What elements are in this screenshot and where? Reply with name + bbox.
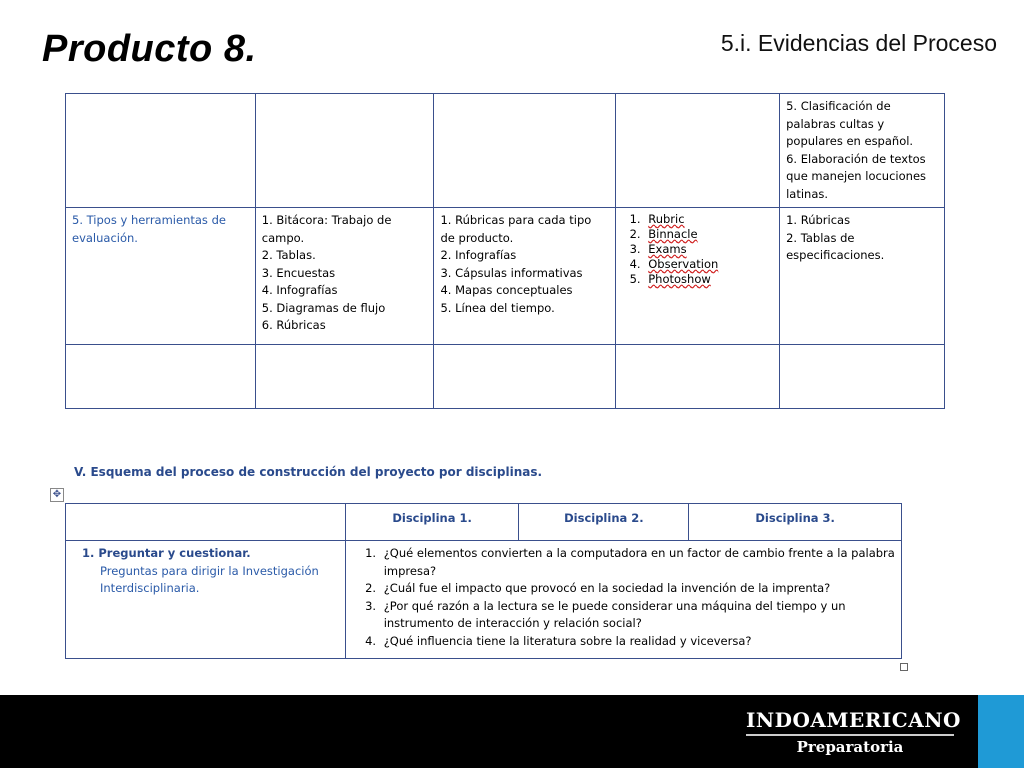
table-cell — [434, 94, 616, 208]
table-cell — [66, 541, 346, 659]
list-item: 1. ¿Qué elementos convierten a la computadora en un factor de cambio frente a la palabra impresa? — [380, 545, 895, 580]
table-cell — [434, 208, 616, 345]
table-row — [66, 208, 945, 345]
page-title: Producto 8. — [42, 28, 257, 70]
discipline-header: Disciplina 2. — [519, 504, 689, 541]
table-row — [66, 94, 945, 208]
list-item: 6. Rúbricas — [261, 318, 326, 332]
table-cell — [780, 345, 945, 409]
list-item: 2. Tablas de especificaciones. — [786, 230, 885, 262]
brand-logo — [746, 708, 961, 756]
list-item-text: Binnacle — [648, 227, 698, 241]
list-item: 5. Línea del tiempo. — [440, 300, 555, 315]
tools-list — [262, 212, 428, 335]
list-item: 1. Rúbricas para cada tipo de producto. — [440, 213, 592, 245]
row-title: 1. Preguntar y cuestionar. — [82, 546, 251, 560]
disciplines-table — [65, 503, 902, 659]
table-move-handle-icon[interactable]: ✥ — [50, 488, 64, 502]
section-title: V. Esquema del proceso de construcción del proyecto por disciplinas. — [74, 465, 543, 479]
list-item: 3. ¿Por qué razón a la lectura se le puede considerar una máquina del tiempo y un instrumento de interacción y relación social? — [380, 598, 895, 633]
list-item — [644, 242, 773, 257]
list-item: 3. Cápsulas informativas — [440, 265, 583, 280]
table-cell — [255, 94, 434, 208]
table-row — [66, 541, 902, 659]
table-cell — [255, 208, 434, 345]
table-resize-handle[interactable] — [900, 663, 908, 671]
activity-list — [786, 98, 938, 203]
english-tools-list — [622, 212, 773, 287]
list-item — [644, 272, 773, 287]
list-item: 6. Elaboración de textos que manejen locuciones latinas. — [786, 151, 927, 201]
evaluation-table — [65, 93, 945, 409]
table-row — [66, 345, 945, 409]
table-cell — [345, 541, 901, 659]
tools-list — [440, 212, 609, 317]
table-cell — [66, 345, 256, 409]
list-item-text: Observation — [648, 257, 719, 271]
list-item: 4. ¿Qué influencia tiene la literatura sobre la realidad y viceversa? — [380, 633, 895, 651]
list-item — [644, 257, 773, 272]
list-item-text: Exams — [648, 242, 687, 256]
list-item: 3. Encuestas — [261, 265, 336, 280]
logo-divider — [746, 734, 954, 736]
page-subtitle: 5.i. Evidencias del Proceso — [720, 30, 997, 56]
tools-list — [786, 212, 938, 265]
list-item: 2. ¿Cuál fue el impacto que provocó en la sociedad la invención de la imprenta? — [380, 580, 895, 598]
list-item-text: Rubric — [648, 212, 685, 226]
questions-list — [352, 545, 895, 650]
list-item-text: Photoshow — [648, 272, 711, 286]
list-item: 5. Clasificación de palabras cultas y populares en español. — [786, 99, 914, 148]
list-item: 1. Bitácora: Trabajo de campo. — [261, 213, 392, 245]
table-cell — [780, 208, 945, 345]
list-item — [644, 212, 773, 227]
table-cell — [616, 345, 780, 409]
row-label: 5. Tipos y herramientas de evaluación. — [66, 208, 256, 345]
footer-accent — [978, 695, 1024, 768]
list-item: 5. Diagramas de flujo — [261, 300, 386, 315]
list-item — [644, 227, 773, 242]
brand-subtitle: Preparatoria — [796, 737, 904, 756]
list-item: 2. Tablas. — [261, 248, 316, 262]
table-cell — [616, 94, 780, 208]
discipline-header: Disciplina 3. — [689, 504, 902, 541]
list-item: 4. Infografías — [261, 283, 338, 297]
table-cell — [434, 345, 616, 409]
table-cell — [255, 345, 434, 409]
table-cell — [780, 94, 945, 208]
table-cell — [66, 504, 346, 541]
list-item: 2. Infografías — [440, 248, 517, 262]
table-cell — [616, 208, 780, 345]
discipline-header: Disciplina 1. — [345, 504, 519, 541]
footer-bar — [0, 695, 1024, 768]
table-header-row — [66, 504, 902, 541]
list-item: 4. Mapas conceptuales — [440, 283, 573, 297]
brand-name: INDOAMERICANO — [746, 708, 961, 732]
list-item: 1. Rúbricas — [786, 213, 851, 227]
table-cell — [66, 94, 256, 208]
row-subtitle: Preguntas para dirigir la Investigación Interdisciplinaria. — [100, 563, 319, 595]
